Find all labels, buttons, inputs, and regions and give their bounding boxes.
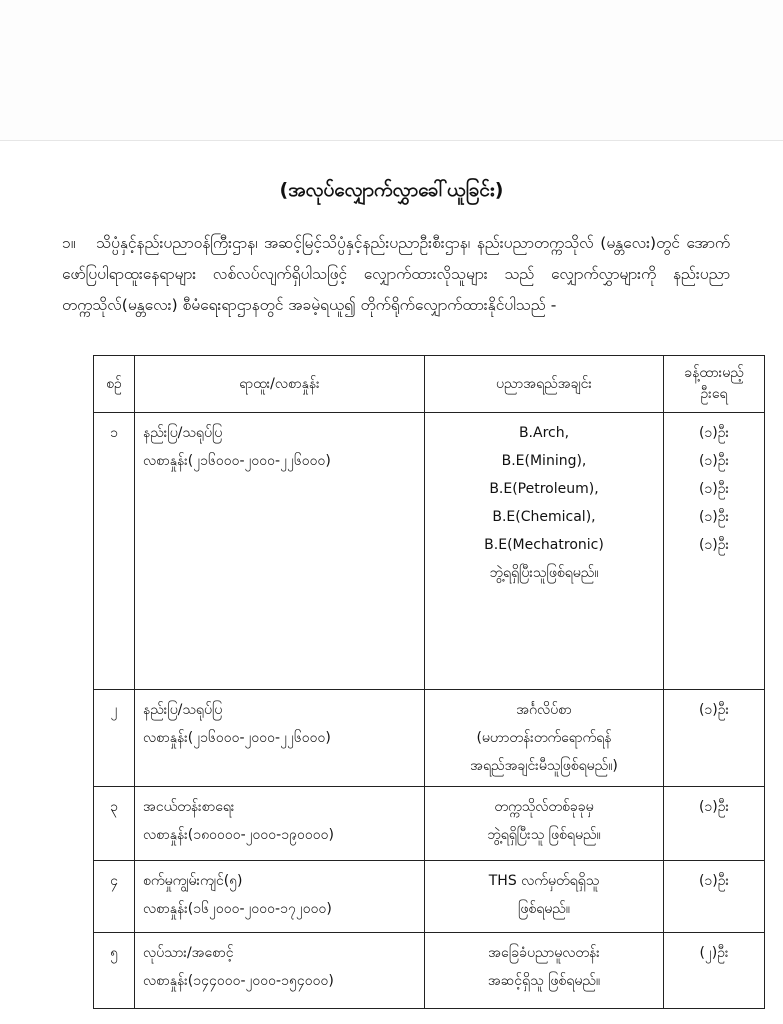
row-qualification — [425, 861, 664, 933]
post-salary: လစာနှုန်း(၁၆၂၀၀၀-၂၀၀၀-၁၇၂၀၀၀) — [143, 901, 332, 917]
paragraph-text: သိပ္ပံနှင့်နည်းပညာဝန်ကြီးဌာန၊ အဆင့်မြင့်သိပ္ပံနှင့်နည်းပညာဦးစီးဌာန၊ နည်းပညာတက္ကသိုလ် (မန္တလေး)တွင် အောက်ဖော်ပြပါရာထူးနေရာများ လစ်လပ်လျက်ရှိပါသဖြင့် လျှောက်ထားလိုသူများ သည် လျှောက်လွှာများကို နည်းပညာတက္ကသိုလ်(မန္တလေး) စီမံရေးရာဌာနတွင် အခမဲ့ရယူ၍ တိုက်ရိုက်လျှောက်ထားနိုင်ပါသည် - — [62, 234, 730, 314]
count-value: (၁)ဦး — [698, 537, 730, 553]
header-count-line2: ဦးရေ — [700, 386, 728, 402]
post-title: လုပ်သား/အစောင့် — [143, 945, 234, 961]
qualification-line: B.E(Mechatronic) — [484, 537, 604, 553]
qualification-line: ဘွဲ့ရရှိပြီးသူဖြစ်ရမည်။ — [489, 565, 599, 581]
row-number: ၃ — [94, 787, 135, 861]
qualification-line: အရည်အချင်းမီသူဖြစ်ရမည်။) — [470, 758, 618, 774]
qualification-line: ဖြစ်ရမည်။ — [517, 901, 571, 917]
qualification-line: B.E(Petroleum), — [489, 481, 599, 497]
intro-paragraph — [62, 228, 730, 321]
count-value: (၁)ဦး — [698, 425, 730, 441]
qualification-line: အခြေခံပညာမူလတန်း — [488, 945, 600, 961]
row-qualification — [425, 690, 664, 787]
row-count — [664, 861, 765, 933]
count-value: (၁)ဦး — [698, 509, 730, 525]
vacancy-table — [93, 355, 765, 1009]
count-value: (၁)ဦး — [698, 873, 730, 889]
table-row — [94, 787, 765, 861]
qualification-line: B.Arch, — [518, 425, 570, 441]
count-value: (၁)ဦး — [698, 453, 730, 469]
row-post — [135, 787, 425, 861]
header-count — [664, 356, 765, 413]
post-title: နည်းပြ/သရုပ်ပြ — [143, 702, 223, 718]
count-value: (၂)ဦး — [699, 945, 729, 961]
row-post — [135, 933, 425, 1009]
table-header-row — [94, 356, 765, 413]
row-count — [664, 690, 765, 787]
table-row — [94, 690, 765, 787]
post-salary: လစာနှုန်း(၁၈၀၀၀၀-၂၀၀၀-၁၉၀၀၀၀) — [143, 827, 334, 843]
post-title: နည်းပြ/သရုပ်ပြ — [143, 425, 223, 441]
row-number: ၄ — [94, 861, 135, 933]
header-qualification: ပညာအရည်အချင်း — [425, 356, 664, 413]
count-value: (၁)ဦး — [698, 481, 730, 497]
qualification-line: B.E(Mining), — [501, 453, 587, 469]
row-post — [135, 413, 425, 690]
post-salary: လစာနှုန်း(၂၁၆၀၀၀-၂၀၀၀-၂၂၆၀၀၀) — [143, 730, 331, 746]
paragraph-number: ၁။ — [62, 234, 76, 252]
qualification-line: အဆင့်ရှိသူ ဖြစ်ရမည်။ — [487, 973, 601, 989]
row-number: ၂ — [94, 690, 135, 787]
header-post: ရာထူး/လစာနှုန်း — [135, 356, 425, 413]
header-no: စဉ် — [94, 356, 135, 413]
row-post — [135, 861, 425, 933]
blank-scan-area — [0, 0, 783, 140]
row-number: ၁ — [94, 413, 135, 690]
row-count — [664, 787, 765, 861]
qualification-line: တက္ကသိုလ်တစ်ခုခုမှ — [494, 799, 594, 815]
row-count — [664, 933, 765, 1009]
post-title: အငယ်တန်းစာရေး — [143, 799, 235, 815]
post-title: စက်မှုကျွမ်းကျင်(၅) — [143, 873, 243, 889]
qualification-line: ဘွဲ့ရရှိပြီးသူ ဖြစ်ရမည်။ — [487, 827, 601, 843]
post-salary: လစာနှုန်း(၂၁၆၀၀၀-၂၀၀၀-၂၂၆၀၀၀) — [143, 453, 331, 469]
table-row — [94, 413, 765, 690]
qualification-line: B.E(Chemical), — [492, 509, 596, 525]
table-row — [94, 933, 765, 1009]
row-number: ၅ — [94, 933, 135, 1009]
document-title: (အလုပ်လျှောက်လွှာခေါ်ယူခြင်း) — [279, 179, 504, 201]
page-edge-line — [0, 140, 783, 141]
header-count-line1: ခန့်ထားမည့် — [684, 365, 744, 381]
row-count — [664, 413, 765, 690]
post-salary: လစာနှုန်း(၁၄၄၀၀၀-၂၀၀၀-၁၅၄၀၀၀) — [143, 973, 334, 989]
qualification-line: အင်္ဂလိပ်စာ — [516, 702, 572, 718]
row-qualification — [425, 413, 664, 690]
table-row — [94, 861, 765, 933]
row-post — [135, 690, 425, 787]
row-qualification — [425, 933, 664, 1009]
count-value: (၁)ဦး — [698, 702, 730, 718]
qualification-line: (မဟာတန်းတက်ရောက်ရန် — [476, 730, 612, 746]
qualification-line: THS လက်မှတ်ရရှိသူ — [488, 873, 600, 889]
row-qualification — [425, 787, 664, 861]
count-value: (၁)ဦး — [698, 799, 730, 815]
